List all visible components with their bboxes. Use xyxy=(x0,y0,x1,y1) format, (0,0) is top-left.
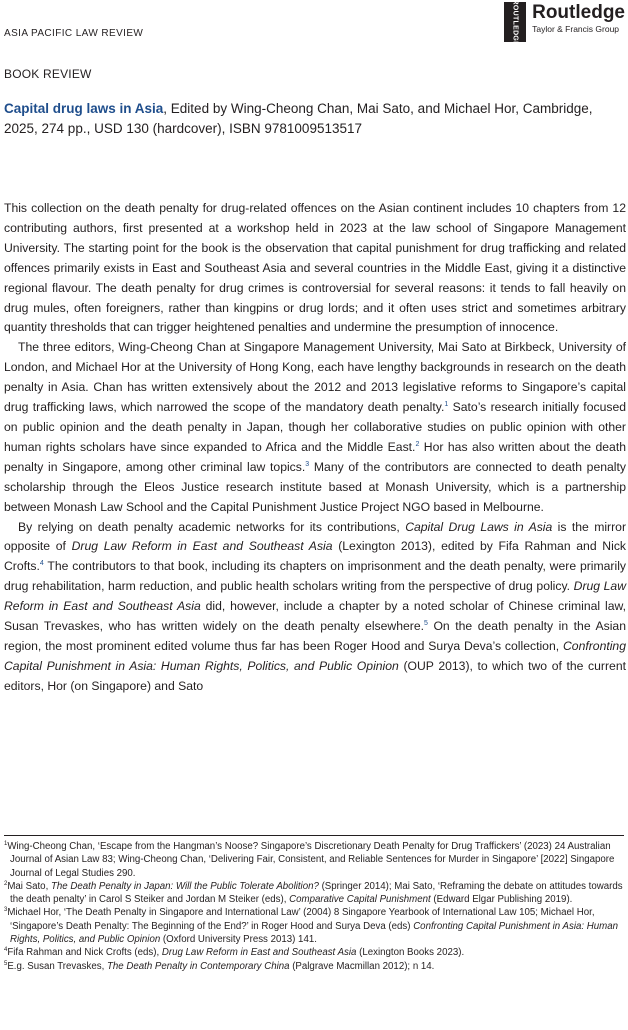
journal-name: ASIA PACIFIC LAW REVIEW xyxy=(4,28,144,39)
paragraph-3-text: On the death penalty in the Asian region, the most prominent edited volume thus far has been Roger Hood and Surya Deva’s collection, xyxy=(4,619,626,653)
footnote-2 xyxy=(4,880,626,907)
footnote-italic: Comparative Capital Punishment xyxy=(289,894,431,906)
paragraph-2-text: Sato’s research initially focused on public opinion and the death penalty in Japan, though her collaborative studies on public opinion with other human rights scholars have since expanded to Africa and the Middle East. xyxy=(4,400,626,454)
footnote-ref-4[interactable]: 4 xyxy=(39,560,44,568)
footnote-italic: Drug Law Reform in East and Southeast Asia xyxy=(161,947,357,959)
footnote-text: (Lexington Books 2023). xyxy=(356,947,465,959)
italic-book-title: Drug Law Reform in East and Southeast Asia xyxy=(71,539,333,554)
paragraph-3-text: is the mirror opposite of xyxy=(4,519,627,554)
paragraph-3-text: (OUP 2013), to which two of the current editors, Hor (on Singapore) and Sato xyxy=(4,658,626,693)
paragraph-3-text: (Lexington 2013), edited by Fifa Rahman and Nick Crofts. xyxy=(4,539,627,574)
logo-mark-text: ROUTLEDGE xyxy=(511,0,519,47)
italic-book-title: Confronting Capital Punishment in Asia: Human Rights, Politics, and Public Opinion xyxy=(4,638,626,673)
book-title: Capital drug laws in Asia xyxy=(4,101,164,116)
footnote-ref-5[interactable]: 5 xyxy=(423,619,428,627)
footnote-text: Fifa Rahman and Nick Crofts (eds), xyxy=(7,947,162,959)
italic-book-title: Drug Law Reform in East and Southeast Asia xyxy=(4,579,626,614)
italic-book-title: Capital Drug Laws in Asia xyxy=(405,519,553,534)
review-body xyxy=(4,199,626,697)
footnote-italic: The Death Penalty in Contemporary China xyxy=(106,960,290,972)
footnote-4 xyxy=(4,946,626,959)
footnote-italic: Confronting Capital Punishment in Asia: Human Rights, Politics, and Public Opinion xyxy=(10,920,618,946)
footnote-1 xyxy=(4,840,626,880)
footnotes xyxy=(4,840,626,973)
page-header xyxy=(0,0,628,46)
footnote-number: 1 xyxy=(4,840,8,847)
footnote-text: E.g. Susan Trevaskes, xyxy=(7,960,107,972)
logo-text xyxy=(532,2,625,34)
footnote-ref-2[interactable]: 2 xyxy=(415,440,420,448)
routledge-logo xyxy=(504,0,625,47)
footnote-text: Wing-Cheong Chan, ‘Escape from the Hangman’s Noose? Singapore’s Discretionary Death Penalty for Drug Traffickers’ (2023) 24 Australian Journal of Asian Law 83; Wing-Cheong Chan, ‘Delivering Fair, Consistent, and Reliable Sentences for Murder in Singapore’ [2022] Singapore Journal of Legal Studies 290. xyxy=(7,841,615,879)
paragraph-3-text: By relying on death penalty academic networks for its contributions, xyxy=(18,519,406,534)
publisher-sub: Taylor & Francis Group xyxy=(532,24,620,34)
footnote-5 xyxy=(4,960,626,973)
paragraph-3 xyxy=(4,518,626,697)
footnote-italic: The Death Penalty in Japan: Will the Public Tolerate Abolition? xyxy=(50,880,319,892)
footnote-number: 5 xyxy=(4,960,8,967)
footnote-number: 3 xyxy=(4,907,8,914)
footnote-text: (Oxford University Press 2013) 141. xyxy=(160,934,317,946)
footnote-number: 4 xyxy=(4,947,8,954)
book-citation xyxy=(4,99,626,139)
paragraph-2-text: Many of the contributors are connected to death penalty scholarship through the Eleos Justice research institute based at Monash University, which is a partnership between Monash Law School and the Capital Punishment Justice Project NGO based in Melbourne. xyxy=(4,459,626,514)
footnote-divider xyxy=(4,835,624,836)
paragraph-2-text: The three editors, Wing-Cheong Chan at Singapore Management University, Mai Sato at Birkbeck, University of London, and Michael Hor at the University of Hong Kong, each have lengthy backgrounds in research on the death penalty in Asia. Chan has written extensively about the 2012 and 2013 legislative reforms to Singapore’s capital drug trafficking laws, which narrowed the scope of the mandatory death penalty. xyxy=(4,340,626,415)
book-details: , Edited by Wing-Cheong Chan, Mai Sato, and Michael Hor, Cambridge, 2025, 274 pp., USD 130 (hardcover), ISBN 9781009513517 xyxy=(4,101,593,136)
publisher-name: Routledge xyxy=(532,2,625,23)
footnote-ref-1[interactable]: 1 xyxy=(444,401,449,408)
routledge-logo-mark xyxy=(504,0,526,47)
paragraph-2 xyxy=(4,338,626,517)
footnote-number: 2 xyxy=(4,880,8,887)
footnote-text: (Edward Elgar Publishing 2019). xyxy=(430,894,573,906)
paragraph-2-text: Hor has also written about the death penalty in Singapore, among other criminal law topics. xyxy=(4,439,626,474)
section-label: BOOK REVIEW xyxy=(4,67,92,81)
footnote-ref-3[interactable]: 3 xyxy=(305,460,310,468)
footnote-text: (Palgrave Macmillan 2012); n 14. xyxy=(289,960,435,972)
footnote-3 xyxy=(4,906,626,946)
paragraph-3-text: The contributors to that book, including its chapters on imprisonment and the death penalty, were primarily drug rehabilitation, harm reduction, and public health scholars writing from the perspective of drug policy. xyxy=(4,559,626,594)
paragraph-3-text: did, however, include a chapter by a noted scholar of Chinese criminal law, Susan Trevaskes, who has written widely on the death penalty elsewhere. xyxy=(4,599,626,634)
footnote-text: Michael Hor, ‘The Death Penalty in Singapore and International Law’ (2004) 8 Singapore Yearbook of International Law 105; Michael Hor, ‘Singapore’s Death Penalty: The Beginning of the End?’ in Roger Hood and Surya Deva (eds) xyxy=(7,907,595,932)
footnote-text: (Springer 2014); Mai Sato, ‘Reframing the debate on attitudes towards the death penalty’ in Carol S Steiker and Jordan M Steiker (eds), xyxy=(10,880,623,906)
footnote-text: Mai Sato, xyxy=(7,880,51,892)
paragraph-1: This collection on the death penalty for drug-related offences on the Asian continent includes 10 chapters from 12 contributing authors, first presented at a workshop held in 2023 at the law school of Singapore Management University. The starting point for the book is the observation that capital punishment for drug trafficking and related offences primarily exists in East and Southeast Asia and several countries in the Middle East, giving it a distinctive regional flavour. The death penalty for drug crimes is controversial for several reasons: it tends to fall heavily on drug mules, often foreigners, rather than kingpins or drug lords; and it often uses strict and sometimes arbitrary quantity thresholds that can trigger heightened penalties and undermine the presumption of innocence. xyxy=(4,201,626,335)
